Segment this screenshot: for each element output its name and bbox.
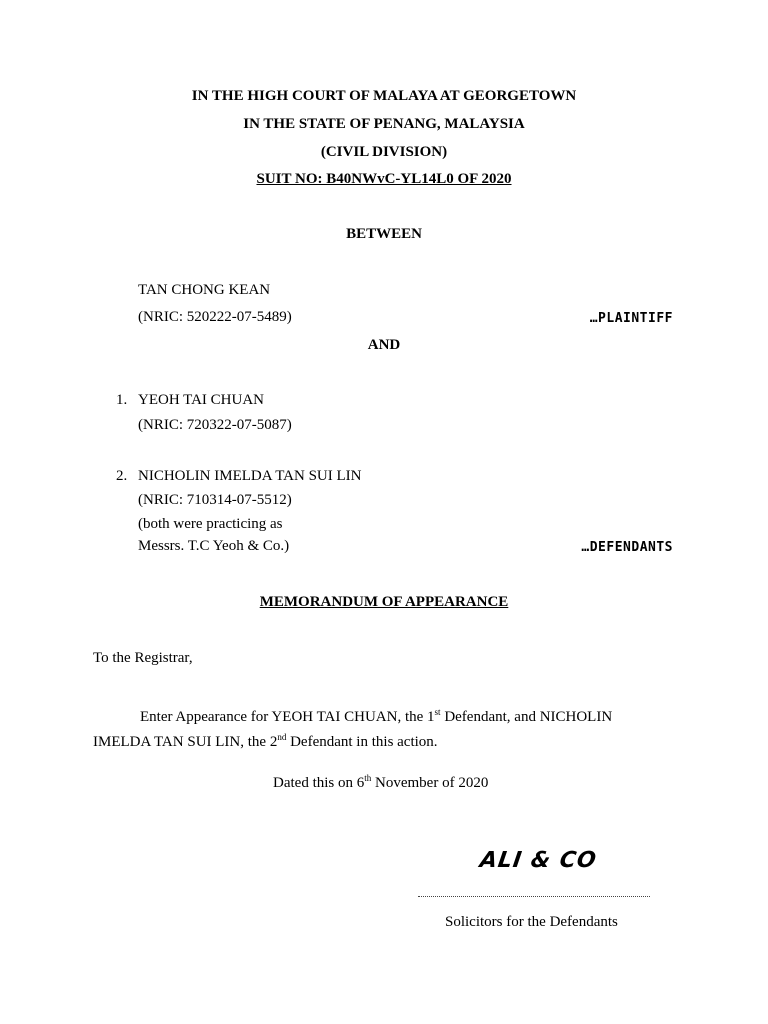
body-line-2: IMELDA TAN SUI LIN, the 2nd Defendant in this action. [93, 732, 438, 750]
defendant-1-name: YEOH TAI CHUAN [138, 392, 265, 408]
and-label: AND [367, 337, 401, 353]
signature-line [418, 888, 650, 897]
plaintiff-name: TAN CHONG KEAN [138, 282, 271, 298]
salutation: To the Registrar, [93, 650, 193, 666]
defendant-2-number: 2. [116, 468, 128, 484]
dated-line: Dated this on 6th November of 2020 [273, 773, 489, 791]
state-heading: IN THE STATE OF PENANG, MALAYSIA [243, 116, 525, 132]
firm-signature: ALI & CO [478, 848, 599, 873]
plaintiff-nric: (NRIC: 520222-07-5489) [138, 309, 292, 325]
body-line-1: Enter Appearance for YEOH TAI CHUAN, the 1st Defendant, and NICHOLIN [140, 707, 613, 725]
suit-number: SUIT NO: B40NWvC-YL14L0 OF 2020 [256, 171, 512, 187]
defendant-1-nric: (NRIC: 720322-07-5087) [138, 417, 292, 433]
defendants-role: …DEFENDANTS [581, 540, 673, 555]
court-heading: IN THE HIGH COURT OF MALAYA AT GEORGETOWN [191, 88, 577, 104]
practice-line-2: Messrs. T.C Yeoh & Co.) [138, 538, 290, 554]
between-label: BETWEEN [346, 226, 422, 242]
division-heading: (CIVIL DIVISION) [320, 144, 448, 160]
defendant-2-nric: (NRIC: 710314-07-5512) [138, 492, 292, 508]
defendant-2-name: NICHOLIN IMELDA TAN SUI LIN [138, 468, 362, 484]
practice-line-1: (both were practicing as [138, 516, 283, 532]
plaintiff-role: …PLAINTIFF [589, 311, 673, 326]
solicitors-label: Solicitors for the Defendants [445, 914, 618, 930]
defendant-1-number: 1. [116, 392, 128, 408]
document-title: MEMORANDUM OF APPEARANCE [259, 594, 509, 610]
